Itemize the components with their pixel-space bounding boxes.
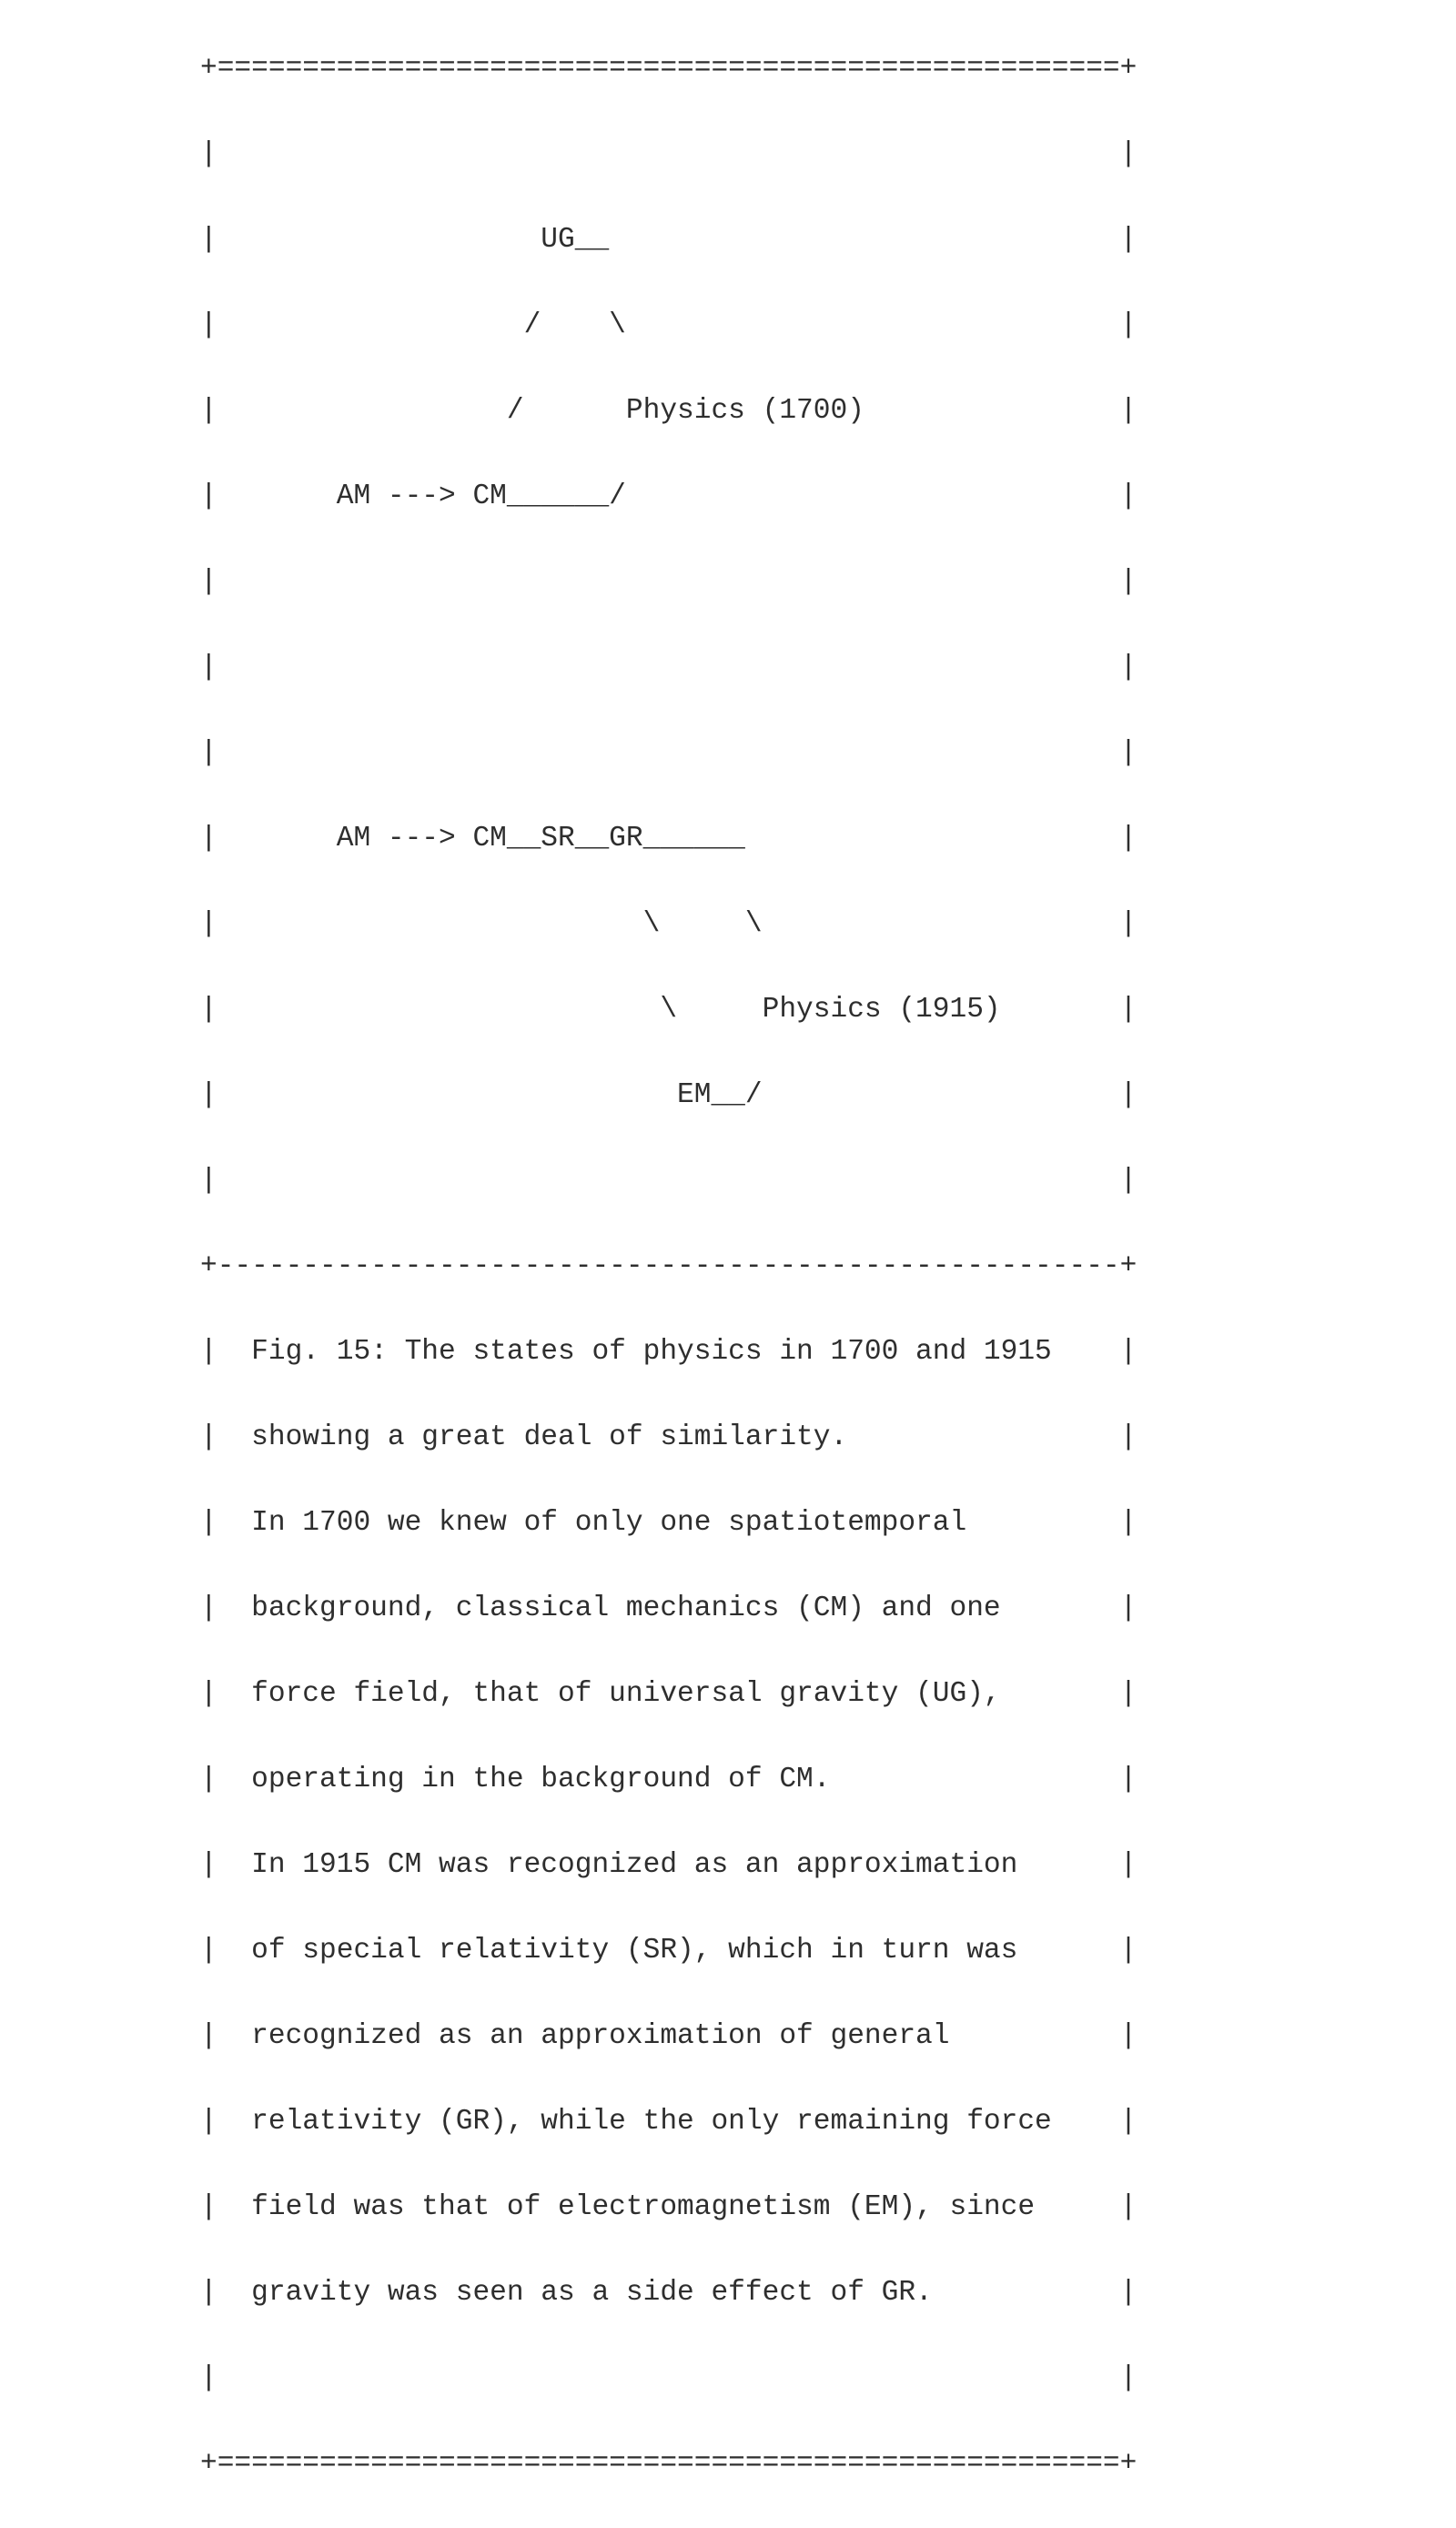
diagram-1700-branch-upper: | / \ | — [200, 309, 1138, 341]
caption-line: | showing a great deal of similarity. | — [200, 1421, 1138, 1453]
diagram-1915-am-cm-sr-gr-chain: | AM ---> CM__SR__GR______ | — [200, 823, 1138, 854]
diagram-line-blank: | | — [200, 652, 1138, 683]
border-bottom: +=====================================================+ — [200, 2448, 1138, 2480]
diagram-line-blank: | | — [200, 1165, 1138, 1197]
caption-line: | field was that of electromagnetism (EM), since | — [200, 2191, 1138, 2223]
diagram-line-blank: | | — [200, 2362, 1138, 2394]
diagram-line-blank: | | — [200, 566, 1138, 598]
caption-line: | recognized as an approximation of general | — [200, 2020, 1138, 2052]
caption-line: | operating in the background of CM. | — [200, 1764, 1138, 1795]
caption-line: | force field, that of universal gravity (UG), | — [200, 1678, 1138, 1710]
caption-line: | gravity was seen as a side effect of GR. | — [200, 2277, 1138, 2309]
caption-line: | relativity (GR), while the only remaining force | — [200, 2106, 1138, 2138]
diagram-1915-em-node: | EM__/ | — [200, 1079, 1138, 1111]
border-divider: +-----------------------------------------------------+ — [200, 1250, 1138, 1282]
ascii-figure — [200, 47, 1137, 2528]
caption-line: | Fig. 15: The states of physics in 1700 and 1915 | — [200, 1336, 1138, 1368]
caption-line: | background, classical mechanics (CM) and one | — [200, 1593, 1138, 1624]
diagram-1915-physics-label: | \ Physics (1915) | — [200, 994, 1138, 1026]
diagram-1700-physics-label: | / Physics (1700) | — [200, 395, 1138, 427]
border-top: +=====================================================+ — [200, 53, 1138, 85]
diagram-line-blank: | | — [200, 138, 1138, 170]
diagram-1700-am-cm-chain: | AM ---> CM______/ | — [200, 480, 1138, 512]
diagram-1915-branch-upper: | \ \ | — [200, 908, 1138, 940]
diagram-1700-ug-node: | UG__ | — [200, 224, 1138, 256]
diagram-line-blank: | | — [200, 737, 1138, 769]
caption-line: | of special relativity (SR), which in turn was | — [200, 1935, 1138, 1967]
caption-line: | In 1915 CM was recognized as an approximation | — [200, 1849, 1138, 1881]
caption-line: | In 1700 we knew of only one spatiotemporal | — [200, 1507, 1138, 1539]
